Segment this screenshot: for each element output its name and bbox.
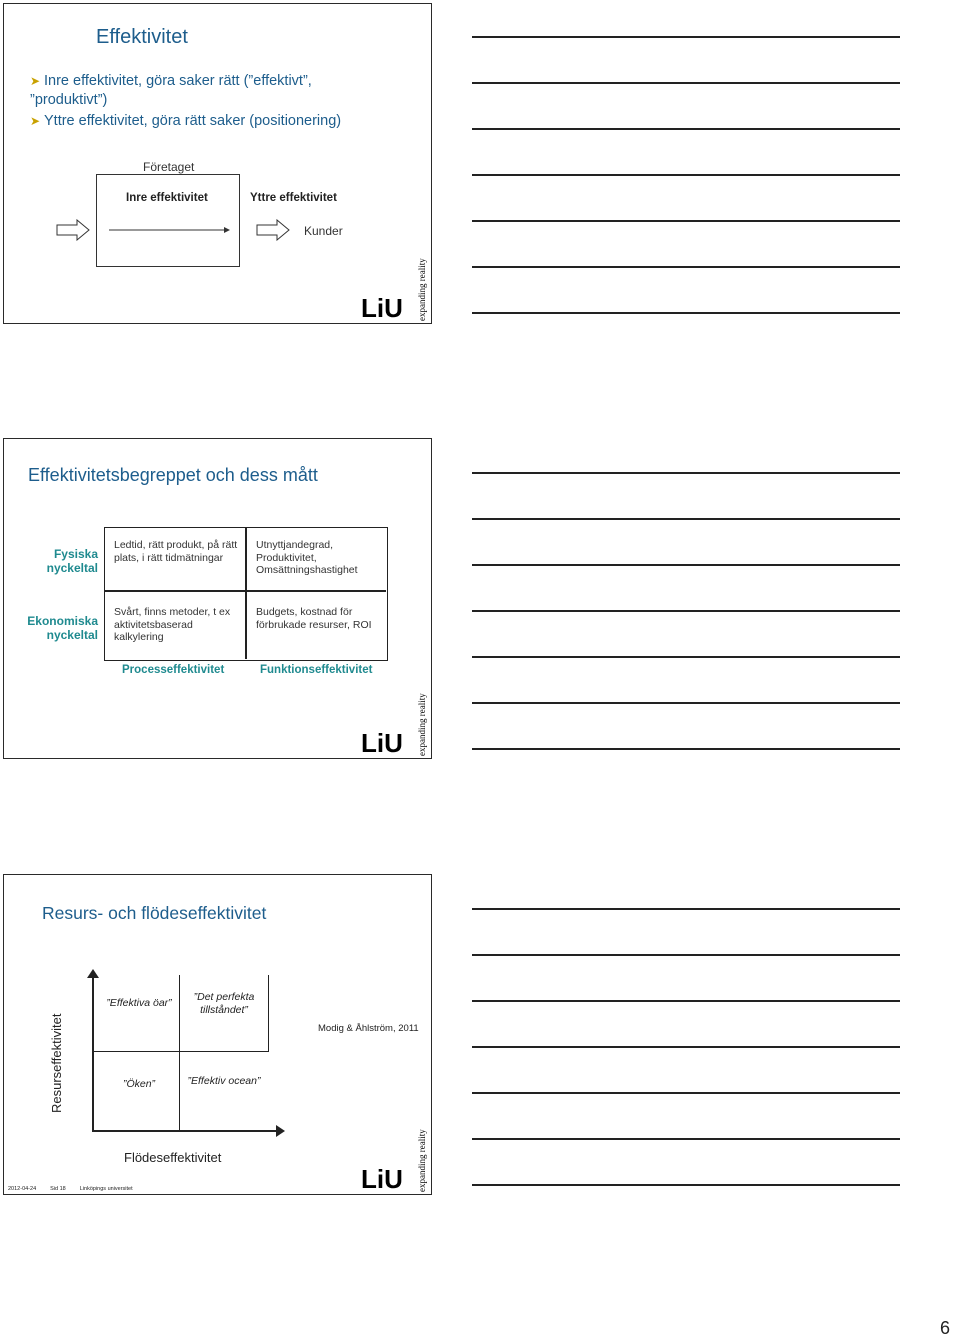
footer-org: Linköpings universitet: [79, 1186, 133, 1192]
note-line: [472, 610, 900, 612]
svg-text:expanding reality: expanding reality: [417, 1129, 427, 1192]
bullet-text: Yttre effektivitet, göra rätt saker (positionering): [44, 113, 342, 129]
x-axis-arrowhead-icon: [276, 1125, 286, 1137]
note-line: [472, 748, 900, 750]
note-line: [472, 1138, 900, 1140]
quadrant-top-right: ”Det perfekta tillståndet”: [193, 991, 255, 1016]
column-label-function: Funktionseffektivitet: [260, 664, 373, 676]
reference-text: Modig & Åhlström, 2011: [318, 1023, 419, 1034]
matrix-divider: [245, 527, 247, 659]
liu-logo-icon: [351, 678, 431, 758]
note-line: [472, 82, 900, 84]
note-line: [472, 1092, 900, 1094]
note-line: [472, 518, 900, 520]
slide-effektivitet: [3, 3, 432, 324]
flow-arrow-icon: [108, 225, 232, 235]
arrow-bullet-icon: ➤: [30, 114, 41, 128]
slide-footer: [8, 1186, 147, 1192]
x-axis: [92, 1130, 278, 1132]
liu-logo-icon: [351, 1114, 431, 1194]
hollow-arrow-icon: [256, 219, 290, 241]
slide-title: Effektivitetsbegreppet och dess mått: [28, 465, 318, 485]
y-axis: [92, 975, 94, 1131]
note-line: [472, 266, 900, 268]
quadrant-bottom-right: ”Effektiv ocean”: [187, 1075, 261, 1087]
liu-logo-icon: [351, 243, 431, 323]
svg-text:expanding reality: expanding reality: [417, 693, 427, 756]
company-box: [96, 174, 240, 267]
note-line: [472, 1184, 900, 1186]
quadrant-bottom-left: ”Öken”: [122, 1078, 156, 1090]
note-line: [472, 908, 900, 910]
inner-effectiveness-label: Inre effektivitet: [126, 192, 208, 204]
svg-text:LiU: LiU: [361, 1164, 403, 1194]
svg-text:LiU: LiU: [361, 728, 403, 758]
note-line: [472, 954, 900, 956]
x-axis-label: Flödeseffektivitet: [124, 1150, 222, 1165]
matrix-divider: [104, 590, 386, 592]
customers-label: Kunder: [304, 224, 343, 238]
footer-date: 2012-04-24: [8, 1186, 37, 1192]
y-axis-arrowhead-icon: [86, 969, 100, 979]
y-axis-label: Resurseffektivitet: [49, 1013, 64, 1113]
row-label-physical: Fysiska nyckeltal: [46, 547, 98, 575]
arrow-bullet-icon: ➤: [30, 74, 41, 88]
note-line: [472, 128, 900, 130]
page-number: 6: [940, 1318, 951, 1338]
note-line: [472, 564, 900, 566]
matrix-cell: Budgets, kostnad för förbrukade resurser, ROI: [256, 606, 372, 631]
bullet-text: Inre effektivitet, göra saker rätt (”effektivt”, ”produktivt”): [30, 73, 312, 108]
slide-title: Effektivitet: [96, 26, 188, 48]
outer-effectiveness-label: Yttre effektivitet: [250, 192, 337, 204]
matrix-cell: Ledtid, rätt produkt, på rätt plats, i rätt tidmätningar: [114, 539, 238, 564]
footer-page: Sid 18: [50, 1186, 66, 1192]
note-line: [472, 1046, 900, 1048]
note-line: [472, 36, 900, 38]
note-line: [472, 312, 900, 314]
slide-resurs-flodeseffektivitet: [3, 874, 432, 1195]
row-label-economic: Ekonomiska nyckeltal: [27, 614, 98, 642]
quadrant-divider: [268, 975, 269, 1051]
bullet-item: [30, 72, 390, 110]
note-line: [472, 1000, 900, 1002]
note-line: [472, 472, 900, 474]
column-label-process: Processeffektivitet: [122, 664, 225, 676]
matrix-cell: Svårt, finns metoder, t ex aktivitetsbaserad kalkylering: [114, 606, 231, 643]
quadrant-divider: [179, 975, 180, 1130]
svg-text:LiU: LiU: [361, 293, 403, 323]
note-line: [472, 220, 900, 222]
hollow-arrow-icon: [56, 219, 90, 241]
slide-effektivitetsbegreppet: [3, 438, 432, 759]
matrix-cell: Utnyttjandegrad, Produktivitet, Omsättningshastighet: [256, 539, 358, 576]
svg-text:expanding reality: expanding reality: [417, 258, 427, 321]
quadrant-divider: [92, 1051, 269, 1052]
company-label: Företaget: [143, 160, 195, 174]
note-line: [472, 174, 900, 176]
bullet-item: [30, 112, 410, 131]
note-line: [472, 656, 900, 658]
slide-title: Resurs- och flödeseffektivitet: [42, 903, 267, 923]
note-line: [472, 702, 900, 704]
quadrant-top-left: ”Effektiva öar”: [106, 997, 172, 1009]
